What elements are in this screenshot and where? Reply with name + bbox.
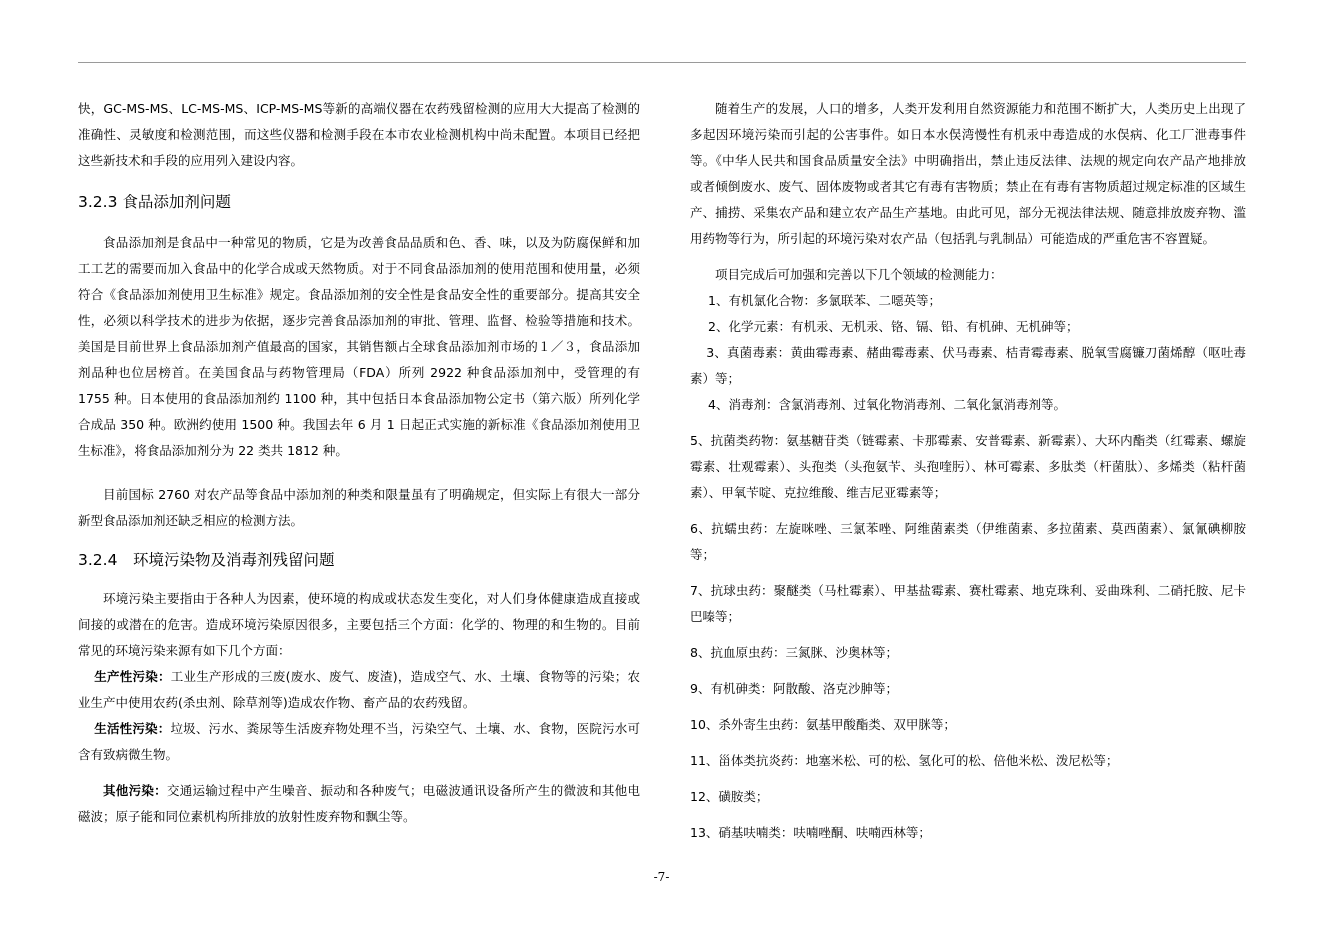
production-pollution-label: 生产性污染：	[94, 669, 171, 684]
production-pollution-text: 工业生产形成的三废(废水、废气、废渣)，造成空气、水、土壤、食物等的污染；农业生产中使用农药(杀虫剂、除草剂等)造成农作物、畜产品的农药残留。	[78, 669, 640, 710]
list-item: 10、杀外寄生虫药：氨基甲酸酯类、双甲脒等；	[690, 717, 956, 732]
list-item: 3、真菌毒素：黄曲霉毒素、赭曲霉毒素、伏马毒素、桔青霉毒素、脱氧雪腐镰刀菌烯醇（呕吐毒素）等；	[690, 345, 1246, 386]
ability-intro-paragraph: 项目完成后可加强和完善以下几个领域的检测能力：	[715, 267, 1003, 282]
header-rule	[78, 62, 1246, 63]
page-number: -7-	[653, 870, 670, 884]
list-item: 8、抗血原虫药：三氮脒、沙奥林等；	[690, 645, 898, 660]
list-item: 6、抗蠕虫药：左旋咪唑、三氯苯唑、阿维菌素类（伊维菌素、多拉菌素、莫西菌素）、氯氰碘柳胺等；	[690, 521, 1246, 562]
life-pollution-text: 垃圾、污水、粪尿等生活废弃物处理不当，污染空气、土壤、水、食物，医院污水可含有致病微生物。	[78, 721, 640, 762]
intro-paragraph: 快，GC-MS-MS、LC-MS-MS、ICP-MS-MS等新的高端仪器在农药残留检测的应用大大提高了检测的准确性、灵敏度和检测范围，而这些仪器和检测手段在本市农业检测机构中尚未配置。本项目已经把这些新技术和手段的应用列入建设内容。	[78, 101, 640, 168]
section-heading-3-2-3: 3.2.3 食品添加剂问题	[78, 193, 231, 211]
section-heading-3-2-4: 3.2.4 环境污染物及消毒剂残留问题	[78, 551, 335, 569]
other-pollution-label: 其他污染：	[103, 783, 167, 798]
standard-2760-paragraph: 目前国标 2760 对农产品等食品中添加剂的种类和限量虽有了明确规定，但实际上有很大一部分新型食品添加剂还缺乏相应的检测方法。	[78, 487, 640, 528]
list-item: 5、抗菌类药物：氨基糖苷类（链霉素、卡那霉素、安普霉素、新霉素）、大环内酯类（红霉素、螺旋霉素、壮观霉素）、头孢类（头孢氨苄、头孢喹肟）、林可霉素、多肽类（杆菌肽）、多烯类（粘杆菌素）、甲氧苄啶、克拉维酸、维吉尼亚霉素等；	[690, 433, 1246, 500]
additives-paragraph: 食品添加剂是食品中一种常见的物质，它是为改善食品品质和色、香、味，以及为防腐保鲜和加工工艺的需要而加入食品中的化学合成或天然物质。对于不同食品添加剂的使用范围和使用量，必须符合《食品添加剂使用卫生标准》规定。食品添加剂的安全性是食品安全性的重要部分。提高其安全性，必须以科学技术的进步为依据，逐步完善食品添加剂的审批、管理、监督、检验等措施和技术。美国是目前世界上食品添加剂产值最高的国家，其销售额占全球食品添加剂市场的１／３，食品添加剂品种也位居榜首。在美国食品与药物管理局（FDA）所列 2922 种食品添加剂中，受管理的有 1755 种。日本使用的食品添加剂约 1100 种，其中包括日本食品添加物公定书（第六版）所列化学合成品 350 种。欧洲约使用 1500 种。我国去年 6 月 1 日起正式实施的新标准《食品添加剂使用卫生标准》，将食品添加剂分为 22 类共 1812 种。	[78, 235, 640, 458]
life-pollution-label: 生活性污染：	[94, 721, 171, 736]
list-item: 9、有机砷类：阿散酸、洛克沙胂等；	[690, 681, 898, 696]
list-item: 13、硝基呋喃类：呋喃唑酮、呋喃西林等；	[690, 825, 931, 840]
list-item: 1、有机氯化合物：多氯联苯、二噁英等；	[708, 293, 941, 308]
other-pollution-paragraph	[78, 778, 640, 830]
right-column	[690, 96, 1246, 846]
other-pollution-text: 交通运输过程中产生噪音、振动和各种废气；电磁波通讯设备所产生的微波和其他电磁波；原子能和同位素机构所排放的放射性废弃物和飘尘等。	[78, 783, 640, 824]
list-item: 11、甾体类抗炎药：地塞米松、可的松、氢化可的松、倍他米松、泼尼松等；	[690, 753, 1119, 768]
list-item: 2、化学元素：有机汞、无机汞、铬、镉、铅、有机砷、无机砷等；	[708, 319, 1079, 334]
life-pollution-paragraph	[78, 716, 640, 768]
list-item: 4、消毒剂：含氯消毒剂、过氧化物消毒剂、二氧化氯消毒剂等。	[708, 397, 1066, 412]
production-pollution-paragraph	[78, 664, 640, 716]
list-item: 12、磺胺类；	[690, 789, 769, 804]
development-paragraph: 随着生产的发展，人口的增多，人类开发利用自然资源能力和范围不断扩大，人类历史上出现了多起因环境污染而引起的公害事件。如日本水俣湾慢性有机汞中毒造成的水俣病、化工厂泄毒事件等。《中华人民共和国食品质量安全法》中明确指出，禁止违反法律、法规的规定向农产品产地排放或者倾倒废水、废气、固体废物或者其它有毒有害物质；禁止在有毒有害物质超过规定标准的区域生产、捕捞、采集农产品和建立农产品生产基地。由此可见，部分无视法律法规、随意排放废弃物、滥用药物等行为，所引起的环境污染对农产品（包括乳与乳制品）可能造成的严重危害不容置疑。	[690, 101, 1246, 246]
list-item: 7、抗球虫药：聚醚类（马杜霉素）、甲基盐霉素、赛杜霉素、地克珠利、妥曲珠利、二硝托胺、尼卡巴嗪等；	[690, 583, 1246, 624]
left-column	[78, 96, 640, 830]
environment-paragraph: 环境污染主要指由于各种人为因素，使环境的构成或状态发生变化，对人们身体健康造成直接或间接的或潜在的危害。造成环境污染原因很多，主要包括三个方面：化学的、物理的和生物的。目前常见的环境污染来源有如下几个方面：	[78, 591, 640, 658]
